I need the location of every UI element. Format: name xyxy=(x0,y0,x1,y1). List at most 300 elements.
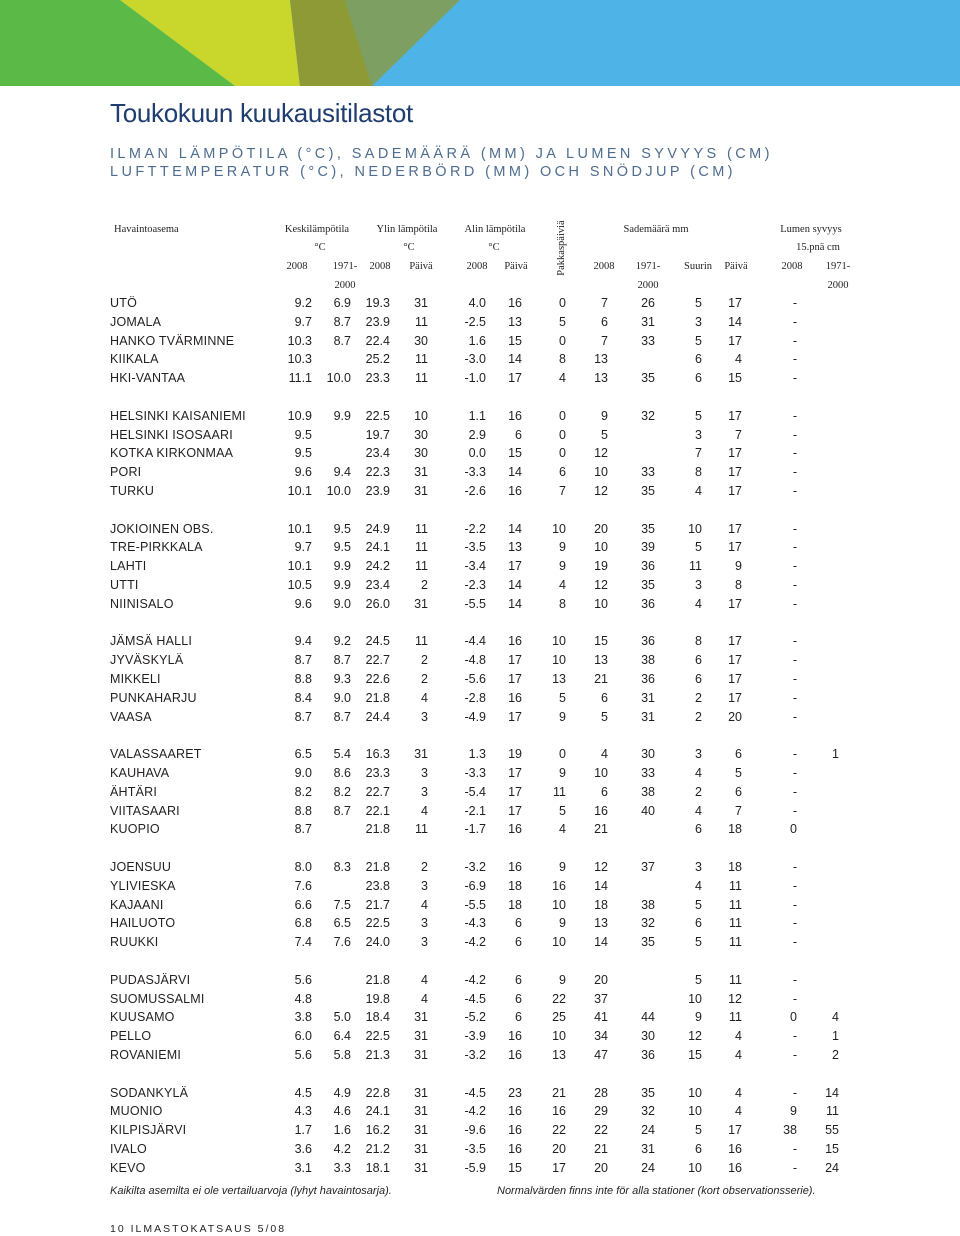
cell-max-day: 30 xyxy=(414,427,428,442)
cell-min-2008: -2.2 xyxy=(464,521,486,536)
cell-precip-normal: 26 xyxy=(641,296,655,310)
cell-frost-days: 5 xyxy=(559,314,566,329)
cell-frost-days: 25 xyxy=(552,1010,566,1025)
cell-precip-normal: 36 xyxy=(641,596,655,611)
cell-max-day: 3 xyxy=(421,784,428,799)
cell-max-2008: 22.1 xyxy=(365,803,390,818)
cell-precip-day: 4 xyxy=(735,1048,742,1062)
cell-precip-largest: 5 xyxy=(695,296,702,310)
cell-mean-normal: 9.9 xyxy=(333,578,351,592)
station-name: HKI-VANTAA xyxy=(110,371,186,386)
cell-snow-normal: 15 xyxy=(825,1142,839,1156)
cell-min-day: 16 xyxy=(508,860,522,874)
cell-precip-day: 11 xyxy=(729,916,742,931)
cell-frost-days: 6 xyxy=(559,465,566,480)
col-precip-1971: 1971- xyxy=(635,261,661,272)
cell-min-2008: -3.5 xyxy=(464,540,486,555)
cell-mean-2008: 8.8 xyxy=(294,672,312,686)
cell-max-2008: 24.5 xyxy=(365,634,390,649)
cell-snow-normal: 2 xyxy=(832,1048,839,1062)
cell-snow-2008: - xyxy=(792,296,797,310)
cell-max-day: 11 xyxy=(415,634,428,649)
cell-mean-normal: 9.0 xyxy=(333,690,351,705)
table-row xyxy=(0,1121,960,1139)
cell-snow-2008: - xyxy=(792,916,797,931)
cell-min-2008: -5.9 xyxy=(464,1160,486,1175)
cell-min-day: 17 xyxy=(508,766,522,780)
cell-min-day: 18 xyxy=(508,878,522,893)
cell-precip-normal: 35 xyxy=(641,578,655,592)
cell-snow-2008: - xyxy=(792,484,797,498)
station-name: IVALO xyxy=(110,1142,147,1156)
cell-precip-largest: 10 xyxy=(688,991,702,1006)
cell-max-2008: 18.4 xyxy=(365,1010,390,1025)
cell-precip-2008: 10 xyxy=(594,766,608,780)
cell-precip-largest: 5 xyxy=(695,1123,702,1138)
cell-precip-normal: 30 xyxy=(641,1029,655,1044)
table-row xyxy=(0,520,960,538)
cell-max-2008: 23.3 xyxy=(365,766,390,780)
cell-max-day: 31 xyxy=(414,296,428,310)
cell-min-day: 14 xyxy=(508,352,522,367)
table-row xyxy=(0,369,960,387)
station-name: MUONIO xyxy=(110,1104,163,1119)
cell-min-2008: -3.2 xyxy=(464,1048,486,1062)
cell-mean-2008: 8.4 xyxy=(294,690,312,705)
cell-snow-2008: - xyxy=(792,314,797,329)
cell-precip-largest: 5 xyxy=(695,333,702,348)
cell-min-day: 6 xyxy=(515,1010,522,1025)
cell-mean-2008: 8.7 xyxy=(294,822,312,837)
cell-precip-2008: 16 xyxy=(594,803,608,818)
cell-frost-days: 0 xyxy=(559,408,566,423)
cell-mean-normal: 8.7 xyxy=(333,803,351,818)
cell-max-2008: 23.4 xyxy=(365,578,390,592)
cell-precip-day: 12 xyxy=(728,991,742,1006)
cell-max-day: 2 xyxy=(421,653,428,668)
cell-precip-largest: 2 xyxy=(695,784,702,799)
table-row xyxy=(0,858,960,876)
cell-snow-2008: - xyxy=(792,653,797,668)
station-name: JYVÄSKYLÄ xyxy=(110,653,184,668)
cell-mean-normal: 8.7 xyxy=(333,333,351,348)
cell-precip-normal: 35 xyxy=(641,371,655,386)
station-name: HELSINKI ISOSAARI xyxy=(110,427,233,442)
col-mean-1971: 1971- xyxy=(332,261,358,272)
cell-min-2008: -4.8 xyxy=(464,653,486,668)
cell-precip-2008: 18 xyxy=(594,897,608,912)
station-name: KOTKA KIRKONMAA xyxy=(110,446,234,461)
cell-precip-largest: 6 xyxy=(695,822,702,837)
cell-min-day: 17 xyxy=(508,371,522,386)
cell-mean-2008: 10.1 xyxy=(287,484,312,498)
cell-snow-normal: 24 xyxy=(825,1160,839,1175)
cell-max-2008: 24.0 xyxy=(365,935,390,950)
cell-min-2008: -2.5 xyxy=(464,314,486,329)
cell-max-2008: 23.9 xyxy=(365,484,390,498)
cell-precip-day: 17 xyxy=(728,634,742,649)
cell-mean-2008: 9.7 xyxy=(294,540,312,555)
cell-precip-2008: 28 xyxy=(594,1085,608,1100)
col-snow-2000: 2000 xyxy=(827,280,849,291)
cell-max-2008: 24.1 xyxy=(365,540,390,555)
cell-max-2008: 24.2 xyxy=(365,559,390,574)
cell-min-2008: 4.0 xyxy=(468,296,486,310)
cell-frost-days: 22 xyxy=(552,991,566,1006)
cell-precip-largest: 3 xyxy=(695,860,702,874)
table-row xyxy=(0,689,960,707)
cell-precip-normal: 37 xyxy=(641,860,655,874)
cell-precip-day: 6 xyxy=(735,784,742,799)
cell-max-day: 3 xyxy=(421,766,428,780)
cell-frost-days: 13 xyxy=(552,672,566,686)
cell-mean-normal: 5.8 xyxy=(333,1048,351,1062)
cell-max-day: 4 xyxy=(421,690,428,705)
cell-precip-2008: 12 xyxy=(594,860,608,874)
cell-max-day: 11 xyxy=(415,822,428,837)
cell-precip-largest: 8 xyxy=(695,465,702,480)
header-mean-temp: Keskilämpötila xyxy=(284,224,350,235)
header-max-temp: Ylin lämpötila xyxy=(376,224,438,235)
cell-min-2008: -4.2 xyxy=(464,972,486,987)
cell-mean-2008: 10.1 xyxy=(287,521,312,536)
station-name: ROVANIEMI xyxy=(110,1048,182,1062)
cell-precip-day: 11 xyxy=(729,897,742,912)
table-row xyxy=(0,1008,960,1026)
cell-frost-days: 0 xyxy=(559,296,566,310)
cell-precip-largest: 8 xyxy=(695,634,702,649)
cell-precip-day: 11 xyxy=(729,878,742,893)
table-row xyxy=(0,294,960,312)
cell-precip-2008: 21 xyxy=(594,672,608,686)
unit-min-temp: °C xyxy=(488,242,500,253)
cell-precip-day: 4 xyxy=(735,1104,742,1119)
cell-mean-normal: 6.5 xyxy=(333,916,351,931)
cell-max-2008: 24.1 xyxy=(365,1104,390,1119)
table-row xyxy=(0,632,960,650)
station-name: PUDASJÄRVI xyxy=(110,972,191,987)
cell-snow-2008: - xyxy=(792,991,797,1006)
cell-mean-normal: 7.5 xyxy=(333,897,351,912)
station-name: KAUHAVA xyxy=(110,766,170,780)
cell-frost-days: 9 xyxy=(559,860,566,874)
cell-frost-days: 9 xyxy=(559,559,566,574)
cell-precip-2008: 22 xyxy=(594,1123,608,1138)
cell-min-2008: 1.6 xyxy=(468,333,486,348)
cell-max-2008: 19.7 xyxy=(365,427,390,442)
station-name: YLIVIESKA xyxy=(110,878,176,893)
cell-precip-2008: 12 xyxy=(594,484,608,498)
cell-min-2008: -3.2 xyxy=(464,860,486,874)
cell-min-day: 17 xyxy=(508,784,522,799)
cell-min-2008: -5.2 xyxy=(464,1010,486,1025)
cell-precip-normal: 38 xyxy=(641,653,655,668)
cell-min-day: 6 xyxy=(515,935,522,950)
cell-precip-2008: 29 xyxy=(594,1104,608,1119)
cell-max-day: 31 xyxy=(414,484,428,498)
cell-precip-normal: 30 xyxy=(641,747,655,762)
cell-snow-2008: - xyxy=(792,1160,797,1175)
cell-snow-2008: - xyxy=(792,427,797,442)
cell-snow-2008: - xyxy=(792,1085,797,1100)
cell-frost-days: 10 xyxy=(552,897,566,912)
cell-mean-2008: 10.1 xyxy=(287,559,312,574)
cell-min-day: 16 xyxy=(508,408,522,423)
cell-mean-2008: 10.5 xyxy=(287,578,312,592)
cell-precip-largest: 2 xyxy=(695,709,702,724)
cell-min-day: 13 xyxy=(508,540,522,555)
cell-precip-normal: 31 xyxy=(641,1142,655,1156)
cell-precip-largest: 6 xyxy=(695,653,702,668)
cell-max-2008: 24.4 xyxy=(365,709,390,724)
cell-precip-normal: 31 xyxy=(641,314,655,329)
cell-max-2008: 21.8 xyxy=(365,972,390,987)
table-row xyxy=(0,332,960,350)
cell-max-day: 3 xyxy=(421,935,428,950)
col-precip-2000: 2000 xyxy=(637,280,659,291)
cell-min-day: 16 xyxy=(508,634,522,649)
cell-mean-2008: 5.6 xyxy=(294,1048,312,1062)
cell-precip-2008: 10 xyxy=(594,465,608,480)
cell-snow-normal: 14 xyxy=(825,1085,839,1100)
cell-max-day: 4 xyxy=(421,991,428,1006)
cell-snow-2008: - xyxy=(792,465,797,480)
cell-frost-days: 9 xyxy=(559,766,566,780)
cell-min-day: 6 xyxy=(515,916,522,931)
cell-min-2008: -2.8 xyxy=(464,690,486,705)
cell-min-day: 13 xyxy=(508,314,522,329)
station-name: ÄHTÄRI xyxy=(110,784,158,799)
cell-snow-2008: 9 xyxy=(790,1104,797,1119)
cell-snow-2008: - xyxy=(792,408,797,423)
cell-min-2008: 0.0 xyxy=(468,446,486,461)
table-row xyxy=(0,933,960,951)
cell-mean-2008: 6.6 xyxy=(294,897,312,912)
cell-min-2008: -4.4 xyxy=(464,634,486,649)
cell-precip-largest: 3 xyxy=(695,314,702,329)
station-name: HAILUOTO xyxy=(110,916,176,931)
cell-mean-normal: 8.2 xyxy=(333,784,351,799)
cell-frost-days: 16 xyxy=(552,878,566,893)
cell-mean-2008: 10.3 xyxy=(287,333,312,348)
station-name: KIIKALA xyxy=(110,352,159,367)
cell-min-2008: -4.5 xyxy=(464,991,486,1006)
cell-snow-2008: - xyxy=(792,709,797,724)
cell-mean-2008: 8.0 xyxy=(294,860,312,874)
table-row xyxy=(0,1084,960,1102)
cell-precip-day: 17 xyxy=(728,540,742,555)
cell-mean-2008: 4.8 xyxy=(294,991,312,1006)
cell-mean-2008: 9.5 xyxy=(294,427,312,442)
cell-mean-normal: 9.5 xyxy=(333,521,351,536)
cell-snow-2008: 38 xyxy=(783,1123,797,1138)
station-name: JOENSUU xyxy=(110,860,172,874)
cell-mean-2008: 7.6 xyxy=(294,878,312,893)
cell-precip-normal: 36 xyxy=(641,672,655,686)
cell-mean-normal: 8.7 xyxy=(333,314,351,329)
cell-min-day: 17 xyxy=(508,803,522,818)
cell-min-2008: -4.3 xyxy=(464,916,486,931)
cell-mean-normal: 9.4 xyxy=(333,465,351,480)
cell-precip-2008: 41 xyxy=(594,1010,608,1025)
cell-min-2008: -3.9 xyxy=(464,1029,486,1044)
cell-precip-day: 17 xyxy=(728,408,742,423)
station-name: RUUKKI xyxy=(110,935,159,950)
cell-mean-normal: 4.2 xyxy=(333,1142,351,1156)
cell-snow-2008: - xyxy=(792,634,797,649)
cell-precip-2008: 10 xyxy=(594,596,608,611)
cell-precip-2008: 4 xyxy=(601,747,608,762)
cell-precip-day: 6 xyxy=(735,747,742,762)
station-name: JOMALA xyxy=(110,314,162,329)
cell-precip-2008: 20 xyxy=(594,521,608,536)
cell-mean-2008: 10.3 xyxy=(287,352,312,367)
cell-min-2008: -2.3 xyxy=(464,578,486,592)
cell-snow-2008: 0 xyxy=(790,1010,797,1025)
cell-frost-days: 16 xyxy=(552,1104,566,1119)
cell-max-day: 31 xyxy=(414,1123,428,1138)
cell-min-day: 14 xyxy=(508,521,522,536)
col-precip-day: Päivä xyxy=(724,261,748,272)
cell-precip-largest: 4 xyxy=(695,803,702,818)
cell-precip-largest: 6 xyxy=(695,371,702,386)
cell-max-2008: 16.2 xyxy=(365,1123,390,1138)
cell-precip-day: 16 xyxy=(728,1160,742,1175)
cell-min-day: 14 xyxy=(508,596,522,611)
cell-frost-days: 4 xyxy=(559,578,566,592)
cell-max-2008: 23.9 xyxy=(365,314,390,329)
cell-min-day: 15 xyxy=(508,333,522,348)
cell-snow-2008: - xyxy=(792,766,797,780)
cell-precip-normal: 35 xyxy=(641,521,655,536)
cell-mean-2008: 8.8 xyxy=(294,803,312,818)
table-row xyxy=(0,1046,960,1064)
cell-precip-day: 7 xyxy=(735,803,742,818)
cell-mean-2008: 9.7 xyxy=(294,314,312,329)
cell-mean-2008: 4.3 xyxy=(294,1104,312,1119)
cell-precip-day: 11 xyxy=(729,1010,742,1025)
cell-min-2008: -6.9 xyxy=(464,878,486,893)
cell-max-2008: 23.4 xyxy=(365,446,390,461)
cell-frost-days: 0 xyxy=(559,747,566,762)
subtitle-finnish: ILMAN LÄMPÖTILA (°C), SADEMÄÄRÄ (MM) JA LUMEN SYVYYS (CM) xyxy=(110,146,773,162)
cell-min-day: 17 xyxy=(508,559,522,574)
table-row xyxy=(0,407,960,425)
cell-min-2008: -9.6 xyxy=(464,1123,486,1138)
cell-precip-normal: 24 xyxy=(641,1160,655,1175)
cell-precip-normal: 40 xyxy=(641,803,655,818)
cell-mean-2008: 9.4 xyxy=(294,634,312,649)
cell-min-2008: -4.2 xyxy=(464,1104,486,1119)
cell-min-2008: 2.9 xyxy=(468,427,486,442)
cell-precip-2008: 47 xyxy=(594,1048,608,1062)
cell-max-day: 31 xyxy=(414,465,428,480)
cell-min-day: 16 xyxy=(508,296,522,310)
cell-max-2008: 25.2 xyxy=(365,352,390,367)
cell-snow-2008: - xyxy=(792,1029,797,1044)
table-row xyxy=(0,350,960,368)
cell-precip-largest: 9 xyxy=(695,1010,702,1025)
cell-max-day: 31 xyxy=(414,596,428,611)
cell-precip-day: 17 xyxy=(728,333,742,348)
cell-precip-2008: 14 xyxy=(594,878,608,893)
cell-precip-2008: 34 xyxy=(594,1029,608,1044)
cell-max-2008: 21.7 xyxy=(365,897,390,912)
cell-precip-2008: 20 xyxy=(594,972,608,987)
cell-precip-largest: 6 xyxy=(695,1142,702,1156)
cell-mean-2008: 1.7 xyxy=(294,1123,312,1138)
cell-snow-2008: - xyxy=(792,972,797,987)
cell-max-2008: 22.5 xyxy=(365,408,390,423)
cell-mean-normal: 3.3 xyxy=(333,1160,351,1175)
cell-max-day: 11 xyxy=(415,559,428,574)
cell-max-2008: 26.0 xyxy=(365,596,390,611)
cell-precip-day: 4 xyxy=(735,1085,742,1100)
station-name: KUUSAMO xyxy=(110,1010,175,1025)
cell-precip-normal: 39 xyxy=(641,540,655,555)
cell-max-2008: 22.6 xyxy=(365,672,390,686)
cell-max-day: 31 xyxy=(414,1010,428,1025)
cell-precip-largest: 4 xyxy=(695,766,702,780)
cell-mean-normal: 8.6 xyxy=(333,766,351,780)
cell-precip-largest: 12 xyxy=(688,1029,702,1044)
cell-mean-normal: 5.4 xyxy=(333,747,351,762)
cell-precip-normal: 33 xyxy=(641,333,655,348)
col-precip-2008: 2008 xyxy=(593,261,615,272)
cell-frost-days: 5 xyxy=(559,803,566,818)
station-name: MIKKELI xyxy=(110,672,161,686)
cell-precip-2008: 19 xyxy=(594,559,608,574)
cell-precip-normal: 32 xyxy=(641,916,655,931)
cell-precip-largest: 7 xyxy=(695,446,702,461)
cell-frost-days: 10 xyxy=(552,653,566,668)
cell-min-day: 16 xyxy=(508,822,522,837)
cell-max-2008: 22.4 xyxy=(365,333,390,348)
table-row xyxy=(0,426,960,444)
cell-max-2008: 21.8 xyxy=(365,822,390,837)
cell-precip-2008: 21 xyxy=(594,1142,608,1156)
cell-max-2008: 22.7 xyxy=(365,784,390,799)
cell-precip-2008: 5 xyxy=(601,709,608,724)
cell-min-2008: -1.7 xyxy=(464,822,486,837)
cell-max-day: 31 xyxy=(414,1048,428,1062)
table-row xyxy=(0,877,960,895)
cell-precip-largest: 6 xyxy=(695,672,702,686)
cell-snow-normal: 4 xyxy=(832,1010,839,1025)
station-name: VAASA xyxy=(110,709,152,724)
cell-max-day: 31 xyxy=(414,747,428,762)
cell-precip-2008: 12 xyxy=(594,446,608,461)
cell-precip-2008: 5 xyxy=(601,427,608,442)
cell-min-2008: 1.3 xyxy=(468,747,486,762)
table-row xyxy=(0,557,960,575)
table-row xyxy=(0,896,960,914)
cell-max-2008: 22.3 xyxy=(365,465,390,480)
cell-snow-normal: 11 xyxy=(826,1104,839,1119)
cell-min-2008: -3.4 xyxy=(464,559,486,574)
cell-mean-2008: 3.1 xyxy=(294,1160,312,1175)
table-row xyxy=(0,651,960,669)
cell-precip-2008: 37 xyxy=(594,991,608,1006)
cell-max-day: 31 xyxy=(414,1160,428,1175)
cell-frost-days: 9 xyxy=(559,972,566,987)
cell-mean-normal: 9.3 xyxy=(333,672,351,686)
cell-max-day: 4 xyxy=(421,897,428,912)
table-row xyxy=(0,538,960,556)
cell-min-day: 17 xyxy=(508,672,522,686)
cell-precip-largest: 4 xyxy=(695,484,702,498)
station-name: PORI xyxy=(110,465,142,480)
